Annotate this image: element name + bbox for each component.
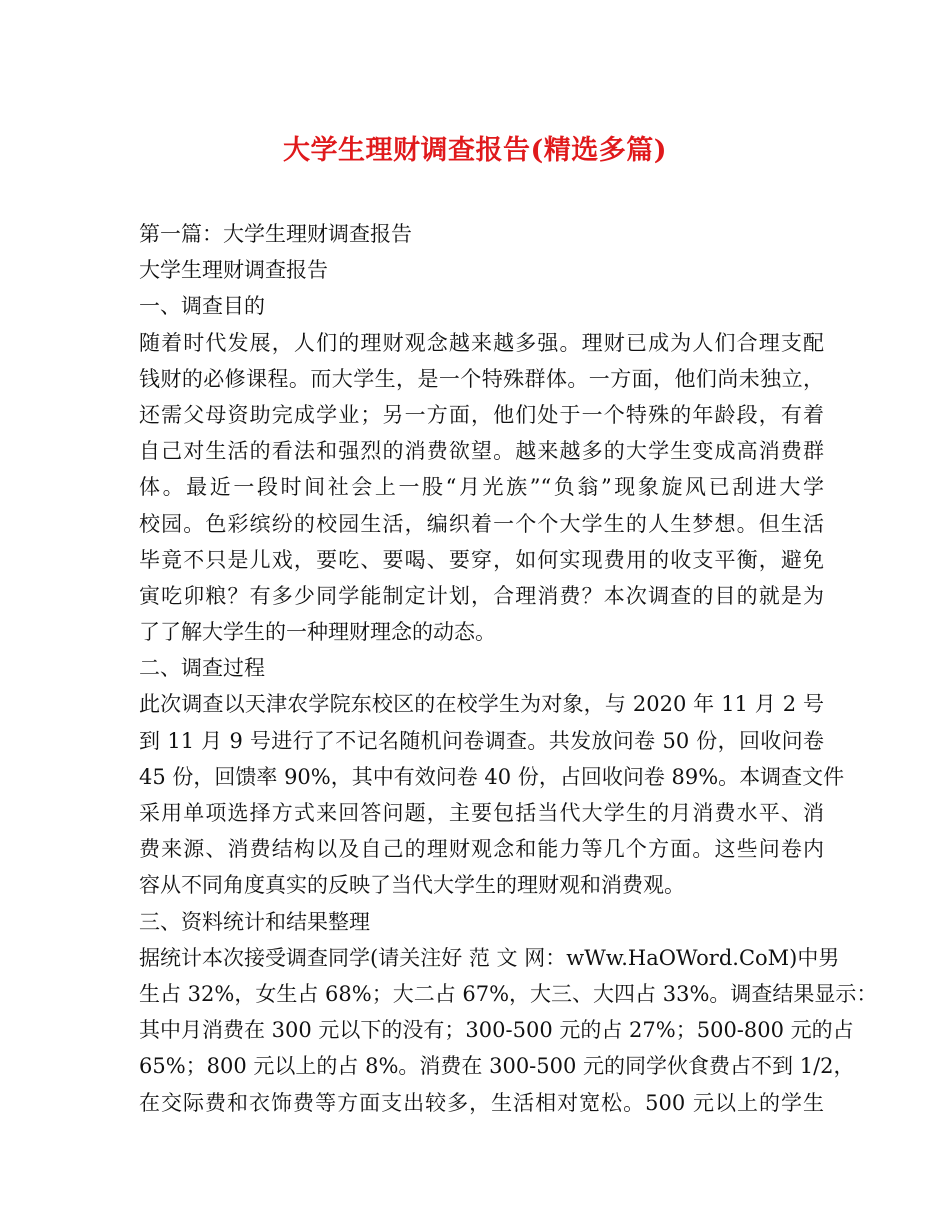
report-subtitle: 大学生理财调查报告 <box>139 258 328 283</box>
paragraph-line: 在交际费和衣饰费等方面支出较多，生活相对宽松。500 元以上的学生 <box>139 1090 824 1115</box>
paragraph-line: 体。最近一段时间社会上一股“月光族”“负翁”现象旋风已刮进大学 <box>139 475 824 500</box>
section-heading: 一、调查目的 <box>139 294 265 319</box>
section-heading: 第一篇：大学生理财调查报告 <box>139 222 412 246</box>
document-body <box>139 216 878 1121</box>
paragraph-line: 自己对生活的看法和强烈的消费欲望。越来越多的大学生变成高消费群 <box>139 439 824 464</box>
paragraph-line: 此次调查以天津农学院东校区的在校学生为对象，与 2020 年 11 月 2 号 <box>139 692 824 717</box>
document-title: 大学生理财调查报告(精选多篇) <box>282 135 668 166</box>
paragraph-line: 到 11 月 9 号进行了不记名随机问卷调查。共发放问卷 50 份，回收问卷 <box>139 728 824 753</box>
paragraph-line: 65%；800 元以上的占 8%。消费在 300-500 元的同学伙食费占不到 1/2， <box>139 1054 855 1079</box>
paragraph-line: 生占 32%，女生占 68%；大二占 67%，大三、大四占 33%。调查结果显示： <box>139 981 878 1006</box>
section-heading: 三、资料统计和结果整理 <box>139 909 370 934</box>
paragraph-line: 毕竟不只是儿戏，要吃、要喝、要穿，如何实现费用的收支平衡，避免 <box>139 547 824 572</box>
section-heading: 二、调查过程 <box>139 656 265 681</box>
paragraph-line: 容从不同角度真实的反映了当代大学生的理财观和消费观。 <box>139 873 685 898</box>
paragraph-line: 随着时代发展，人们的理财观念越来越多强。理财已成为人们合理支配 <box>139 330 824 355</box>
paragraph-line: 费来源、消费结构以及自己的理财观念和能力等几个方面。这些问卷内 <box>139 837 824 862</box>
paragraph-line: 钱财的必修课程。而大学生，是一个特殊群体。一方面，他们尚未独立， <box>139 366 824 391</box>
paragraph-line: 采用单项选择方式来回答问题，主要包括当代大学生的月消费水平、消 <box>139 801 824 825</box>
paragraph-line: 了了解大学生的一种理财理念的动态。 <box>139 620 496 645</box>
paragraph-line: 其中月消费在 300 元以下的没有；300-500 元的占 27%；500-800 元的占 <box>139 1018 854 1043</box>
paragraph-line: 45 份，回馈率 90%，其中有效问卷 40 份，占回收问卷 89%。本调查文件 <box>139 764 845 789</box>
paragraph-line: 寅吃卯粮？有多少同学能制定计划，合理消费？本次调查的目的就是为 <box>139 583 824 608</box>
paragraph-line: 校园。色彩缤纷的校园生活，编织着一个个大学生的人生梦想。但生活 <box>139 511 824 536</box>
paragraph-line: 还需父母资助完成学业；另一方面，他们处于一个特殊的年龄段，有着 <box>139 402 824 427</box>
paragraph-line: 据统计本次接受调查同学(请关注好 范 文 网：wWw.HaOWord.CoM)中男 <box>139 945 840 970</box>
